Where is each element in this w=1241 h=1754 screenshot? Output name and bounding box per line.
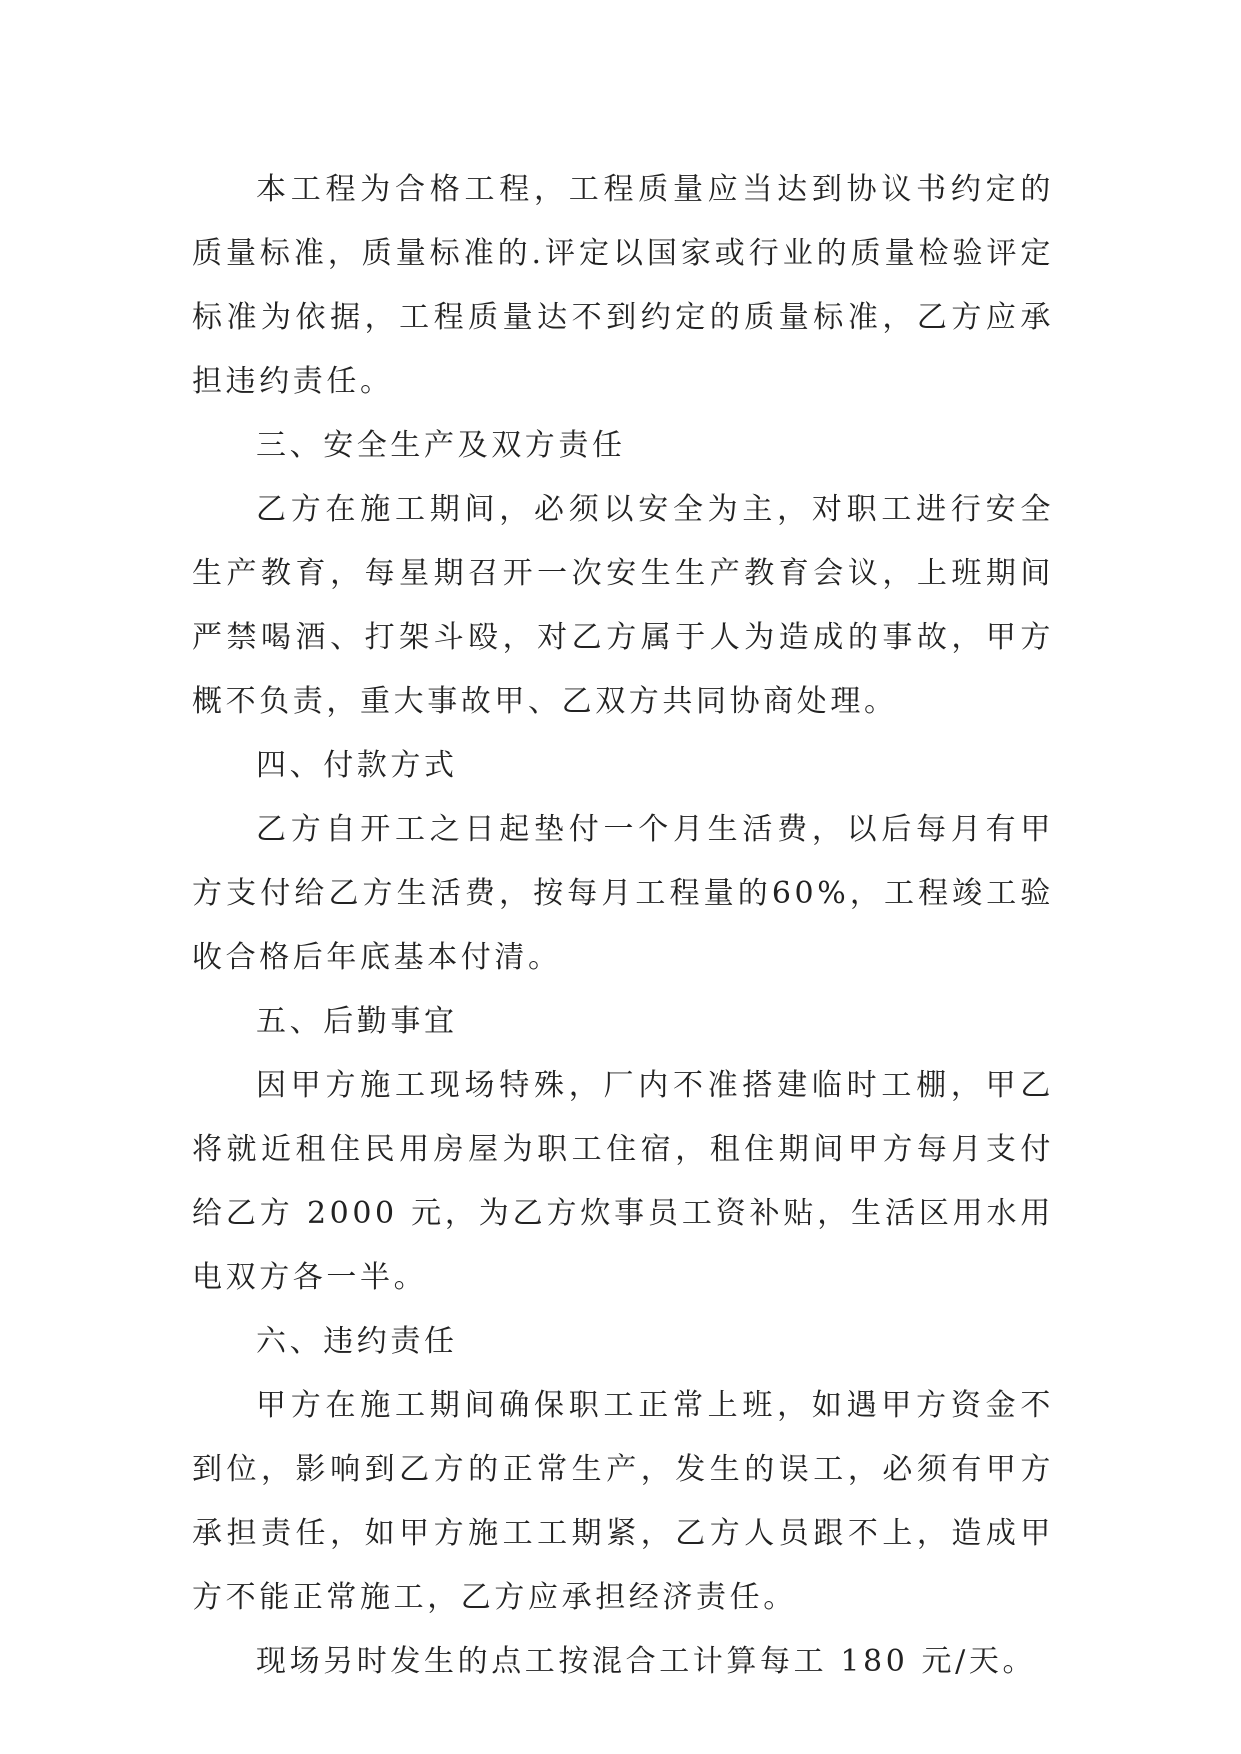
paragraph-quality-standard: 本工程为合格工程，工程质量应当达到协议书约定的质量标准，质量标准的.评定以国家或行业的质量检验评定标准为依据，工程质量达不到约定的质量标准，乙方应承担违约责任。: [192, 172, 1054, 399]
paragraph-logistics: 因甲方施工现场特殊，厂内不准搭建临时工棚，甲乙将就近租住民用房屋为职工住宿，租住期间甲方每月支付给乙方 2000 元，为乙方炊事员工资补贴，生活区用水用电双方各一半。: [192, 1068, 1054, 1295]
section-heading-logistics: 五、后勤事宜: [256, 1004, 458, 1039]
paragraph-liability: 甲方在施工期间确保职工正常上班，如遇甲方资金不到位，影响到乙方的正常生产，发生的误工，必须有甲方承担责任，如甲方施工工期紧，乙方人员跟不上，造成甲方不能正常施工，乙方应承担经济责任。: [192, 1388, 1054, 1615]
document-body: [192, 158, 1054, 1694]
section-heading-payment: 四、付款方式: [256, 748, 458, 783]
paragraph-safety: 乙方在施工期间，必须以安全为主，对职工进行安全生产教育，每星期召开一次安生生产教育会议，上班期间严禁喝酒、打架斗殴，对乙方属于人为造成的事故，甲方概不负责，重大事故甲、乙双方共同协商处理。: [192, 492, 1054, 719]
paragraph-day-labor: 现场另时发生的点工按混合工计算每工 180 元/天。: [256, 1644, 1037, 1679]
paragraph-payment: 乙方自开工之日起垫付一个月生活费，以后每月有甲方支付给乙方生活费，按每月工程量的60%，工程竣工验收合格后年底基本付清。: [192, 812, 1054, 975]
section-heading-liability: 六、违约责任: [256, 1324, 458, 1359]
section-heading-safety: 三、安全生产及双方责任: [256, 428, 626, 463]
